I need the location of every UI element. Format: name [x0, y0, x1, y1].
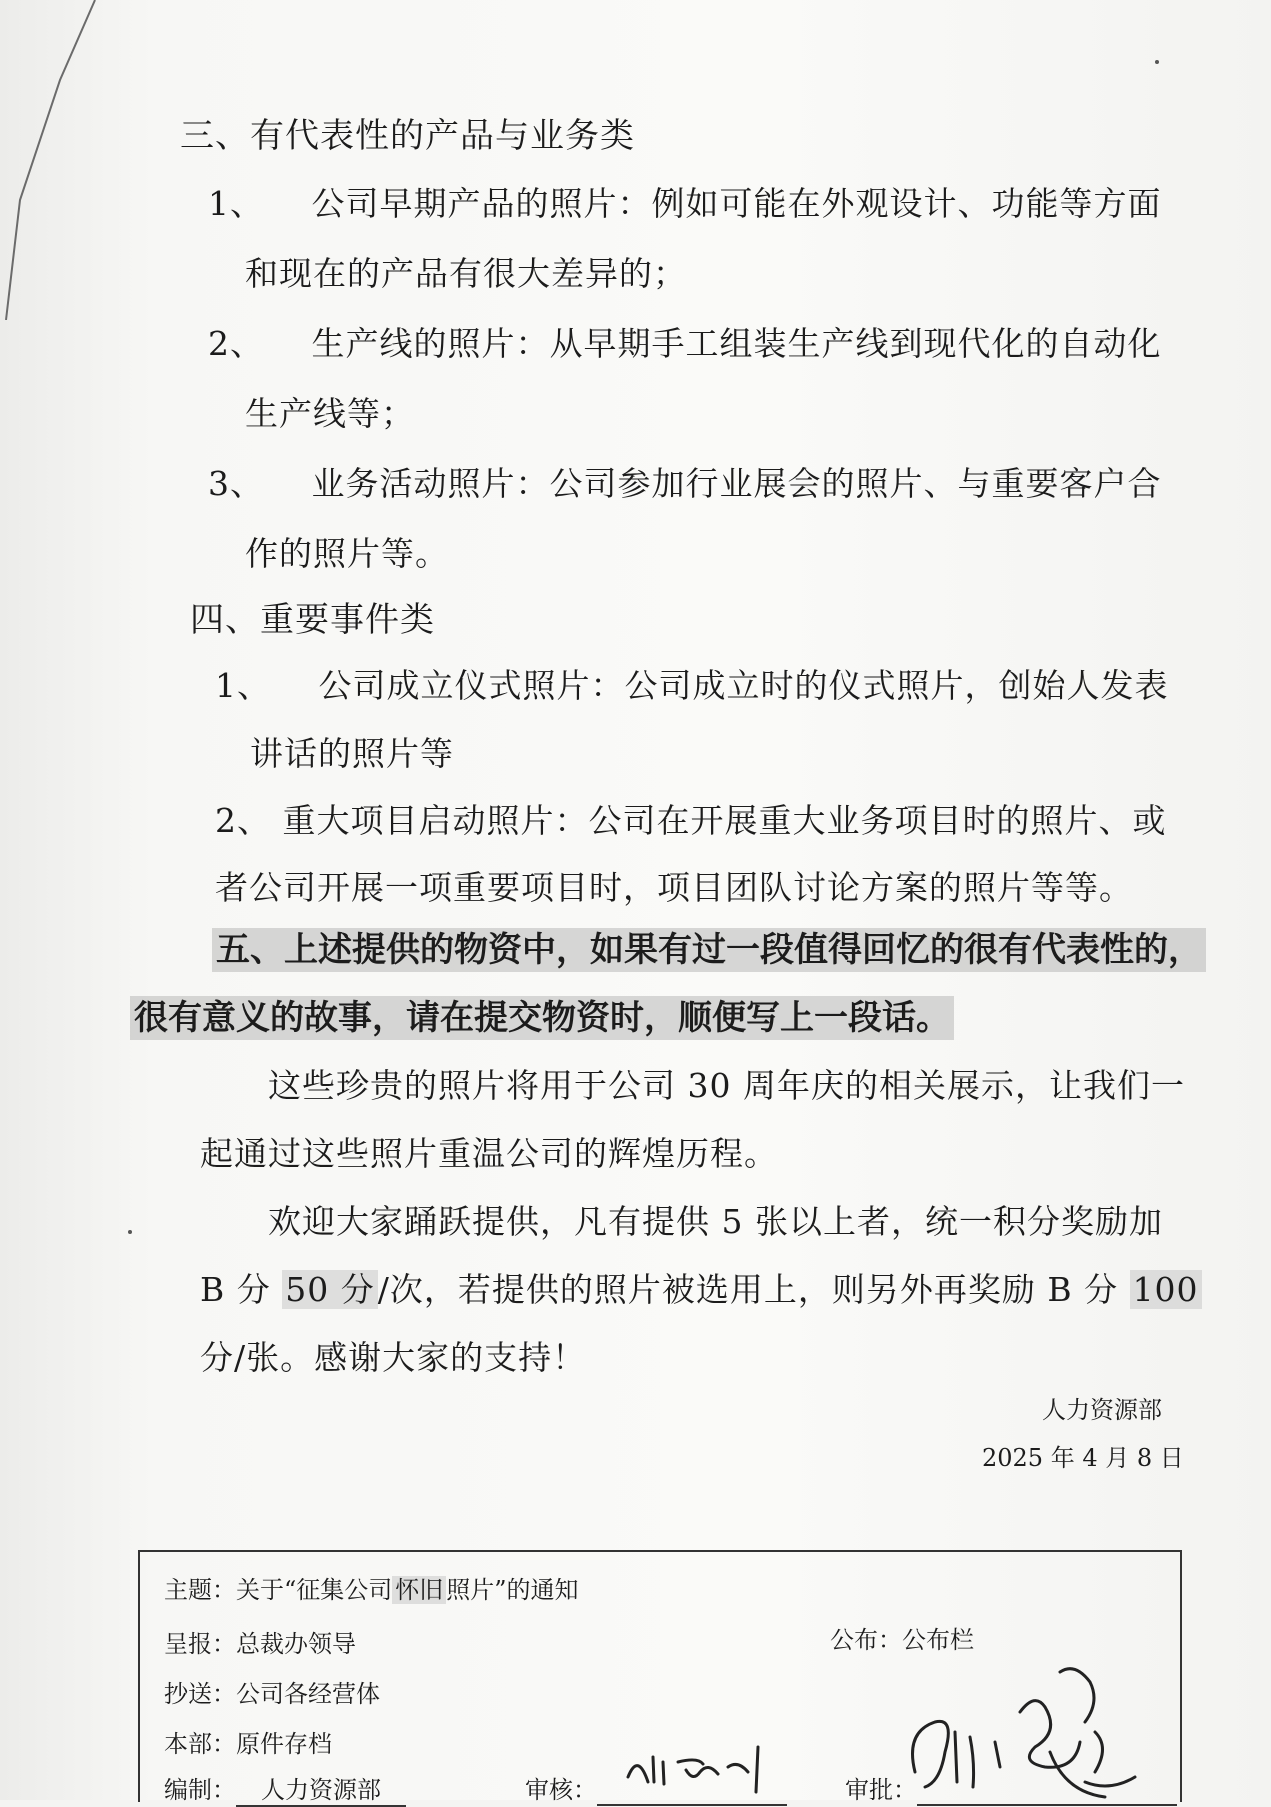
section3-item3-continued: 作的照片等。 — [245, 534, 449, 573]
item-number: 2、 — [215, 801, 271, 840]
item-number: 1、 — [215, 666, 271, 705]
section3-item3 — [208, 458, 1162, 505]
section3-item1 — [208, 178, 1162, 225]
report-row — [164, 1624, 356, 1659]
item-text: 生产线的照片：从早期手工组装生产线到现代化的自动化 — [311, 324, 1162, 363]
report-value: 总裁办领导 — [236, 1630, 356, 1658]
section3-item2 — [208, 318, 1162, 365]
review-signature — [608, 1722, 808, 1802]
dept-value: 原件存档 — [236, 1730, 332, 1758]
publish-value: 公布栏 — [902, 1626, 974, 1654]
subject-label: 主题： — [164, 1576, 236, 1604]
extra-points-highlight: 100 — [1130, 1270, 1202, 1309]
speck — [1155, 60, 1159, 64]
paragraph2-line2: B 分 50 分/次，若提供的照片被选用上，则另外再奖励 B 分 100 — [200, 1264, 1202, 1311]
report-label: 呈报： — [164, 1630, 236, 1658]
item-number: 3、 — [208, 464, 264, 503]
section4-item2 — [215, 795, 1167, 842]
item-text: 业务活动照片：公司参加行业展会的照片、与重要客户合 — [311, 464, 1162, 503]
speck — [128, 1230, 132, 1234]
review-label: 审核： — [525, 1776, 597, 1804]
item-text: 重大项目启动照片：公司在开展重大业务项目时的照片、或 — [282, 801, 1167, 840]
prepared-value: 人力资源部 — [236, 1770, 406, 1807]
dept-row — [164, 1724, 332, 1759]
section4-item2-continued: 者公司开展一项重要项目时，项目团队讨论方案的照片等等。 — [215, 868, 1133, 907]
cc-row — [164, 1674, 380, 1709]
cc-value: 公司各经营体 — [236, 1680, 380, 1708]
section3-title: 三、有代表性的产品与业务类 — [180, 116, 635, 156]
issue-date: 2025 年 4 月 8 日 — [982, 1444, 1184, 1472]
distribution-box — [138, 1550, 1182, 1802]
approve-label: 审批： — [845, 1776, 917, 1804]
section5-line1: 五、上述提供的物资中，如果有过一段值得回忆的很有代表性的， — [212, 922, 1206, 971]
item-number: 1、 — [208, 184, 264, 223]
reward-points-highlight: 50 分 — [282, 1270, 377, 1309]
cc-label: 抄送： — [164, 1680, 236, 1708]
issuing-department: 人力资源部 — [1042, 1396, 1162, 1424]
publish-label: 公布： — [830, 1626, 902, 1654]
prepared-label: 编制： — [164, 1776, 236, 1804]
subject-row: 主题：关于“征集公司 怀旧 照片”的通知 — [164, 1576, 579, 1604]
section4-item1-continued: 讲话的照片等 — [250, 734, 454, 773]
section5-line2: 很有意义的故事，请在提交物资时，顺便写上一段话。 — [130, 990, 954, 1039]
section3-item1-continued: 和现在的产品有很大差异的； — [245, 254, 687, 293]
paragraph1-line1: 这些珍贵的照片将用于公司 30 周年庆的相关展示，让我们一 — [268, 1066, 1185, 1105]
item-text: 公司成立仪式照片：公司成立时的仪式照片，创始人发表 — [318, 666, 1169, 705]
paragraph1-line2: 起通过这些照片重温公司的辉煌历程。 — [200, 1134, 778, 1173]
paragraph2-line1: 欢迎大家踊跃提供，凡有提供 5 张以上者，统一积分奖励加 — [268, 1202, 1163, 1241]
publish-row — [830, 1620, 974, 1655]
section3-item2-continued: 生产线等； — [245, 394, 415, 433]
paragraph2-line3: 分/张。感谢大家的支持！ — [200, 1338, 587, 1377]
item-text: 公司早期产品的照片：例如可能在外观设计、功能等方面 — [311, 184, 1162, 223]
dept-label: 本部： — [164, 1730, 236, 1758]
item-number: 2、 — [208, 324, 264, 363]
section4-title: 四、重要事件类 — [190, 600, 435, 640]
approval-signature — [845, 1652, 1175, 1802]
page-fold-line — [0, 0, 140, 320]
section4-item1 — [215, 660, 1169, 707]
prepared-row — [164, 1770, 406, 1807]
